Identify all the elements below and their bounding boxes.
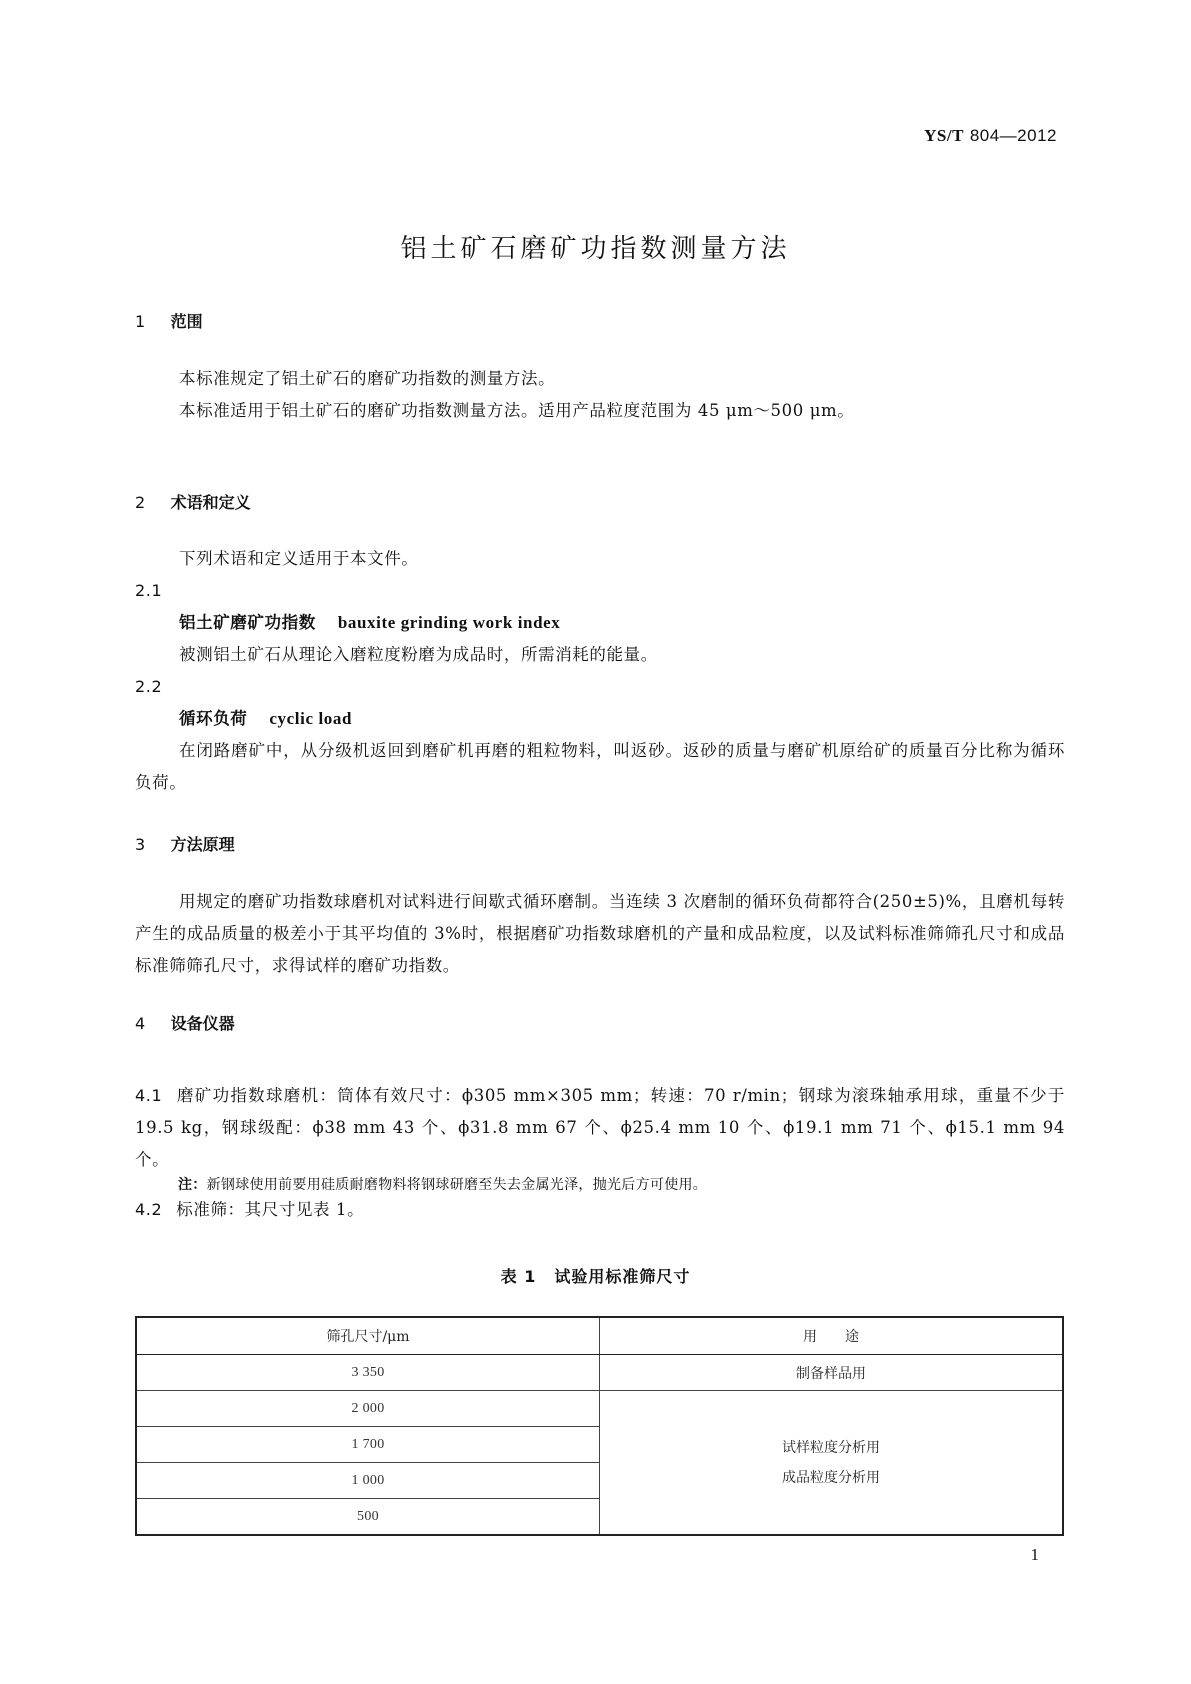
document-title: 铝土矿石磨矿功指数测量方法 — [400, 234, 791, 264]
use-line: 成品粒度分析用 — [782, 1469, 880, 1486]
term-definition: 在闭路磨矿中，从分级机返回到磨矿机再磨的粗粒物料，叫返砂。返砂的质量与磨矿机原给矿的质量百分比称为循环负荷。 — [135, 741, 1065, 792]
standard-prefix: YS/T — [924, 126, 964, 145]
cell-size: 1 700 — [136, 1427, 600, 1463]
term-en: bauxite grinding work index — [337, 613, 561, 632]
term-heading — [135, 607, 1065, 639]
item-4-2 — [135, 1194, 364, 1226]
column-header-use: 用 途 — [600, 1317, 1064, 1355]
paragraph: 本标准适用于铝土矿石的磨矿功指数测量方法。适用产品粒度范围为 45 μm～500 μm。 — [179, 401, 855, 420]
item-number: 4.1 — [135, 1086, 163, 1105]
standard-number: 804—2012 — [969, 126, 1057, 145]
paragraph: 本标准规定了铝土矿石的磨矿功指数的测量方法。 — [179, 369, 556, 388]
use-line: 试样粒度分析用 — [782, 1439, 880, 1456]
section-1-heading — [135, 309, 203, 332]
term-zh: 铝土矿磨矿功指数 — [179, 613, 316, 632]
section-number: 3 — [135, 835, 146, 854]
note — [178, 1174, 707, 1194]
term-number: 2.1 — [135, 581, 163, 600]
cell-size: 1 000 — [136, 1463, 600, 1499]
section-3-heading — [135, 832, 235, 855]
item-4-1 — [135, 1080, 1065, 1176]
section-3-body: 用规定的磨矿功指数球磨机对试料进行间歇式循环磨制。当连续 3 次磨制的循环负荷都符合(250±5)%，且磨机每转产生的成品质量的极差小于其平均值的 3%时，根据磨矿功指数球磨机的产量和成品粒度，以及试料标准筛筛孔尺寸和成品标准筛筛孔尺寸，求得试样的磨矿功指数。 — [135, 892, 1065, 975]
section-1-body — [135, 363, 1065, 427]
term-en: cyclic load — [269, 709, 353, 728]
table-row — [136, 1391, 1063, 1427]
table-row — [136, 1355, 1063, 1391]
table-header-row — [136, 1317, 1063, 1355]
section-number: 4 — [135, 1014, 146, 1033]
term-heading — [135, 703, 1065, 735]
term-definition: 被测铝土矿石从理论入磨粒度粉磨为成品时，所需消耗的能量。 — [179, 645, 658, 664]
item-text: 磨矿功指数球磨机：筒体有效尺寸：ϕ305 mm×305 mm；转速：70 r/min；钢球为滚珠轴承用球，重量不少于 19.5 kg，钢球级配：ϕ38 mm 43 个、ϕ31.8 mm 67 个、ϕ25.4 mm 10 个、ϕ19.1 mm 71 个、ϕ15.1 mm 94 个。 — [135, 1086, 1065, 1169]
cell-size: 3 350 — [136, 1355, 600, 1391]
cell-use-merged — [600, 1391, 1064, 1536]
table-caption-title: 试验用标准筛尺寸 — [554, 1267, 691, 1286]
item-text: 标准筛：其尺寸见表 1。 — [176, 1200, 365, 1219]
term-number: 2.2 — [135, 677, 163, 696]
table-caption — [0, 1264, 1191, 1287]
section-2-heading — [135, 490, 251, 513]
section-4-heading — [135, 1011, 235, 1034]
cell-size: 500 — [136, 1499, 600, 1536]
table-caption-number: 表 1 — [500, 1267, 537, 1286]
section-title: 范围 — [170, 312, 203, 331]
standard-code — [924, 126, 1057, 146]
section-2-body — [135, 543, 1065, 799]
section-title: 术语和定义 — [170, 493, 251, 512]
paragraph: 下列术语和定义适用于本文件。 — [179, 549, 419, 568]
item-number: 4.2 — [135, 1200, 163, 1219]
sieve-size-table — [135, 1316, 1064, 1536]
cell-use: 制备样品用 — [600, 1355, 1064, 1391]
section-number: 2 — [135, 493, 146, 512]
section-number: 1 — [135, 312, 146, 331]
term-zh: 循环负荷 — [179, 709, 248, 728]
column-header-size: 筛孔尺寸/μm — [136, 1317, 600, 1355]
section-title: 设备仪器 — [170, 1014, 235, 1033]
cell-size: 2 000 — [136, 1391, 600, 1427]
note-text: 新钢球使用前要用硅质耐磨物料将钢球研磨至失去金属光泽，抛光后方可使用。 — [206, 1177, 708, 1193]
section-title: 方法原理 — [170, 835, 235, 854]
page-number: 1 — [1030, 1545, 1039, 1564]
note-label: 注： — [178, 1177, 207, 1193]
